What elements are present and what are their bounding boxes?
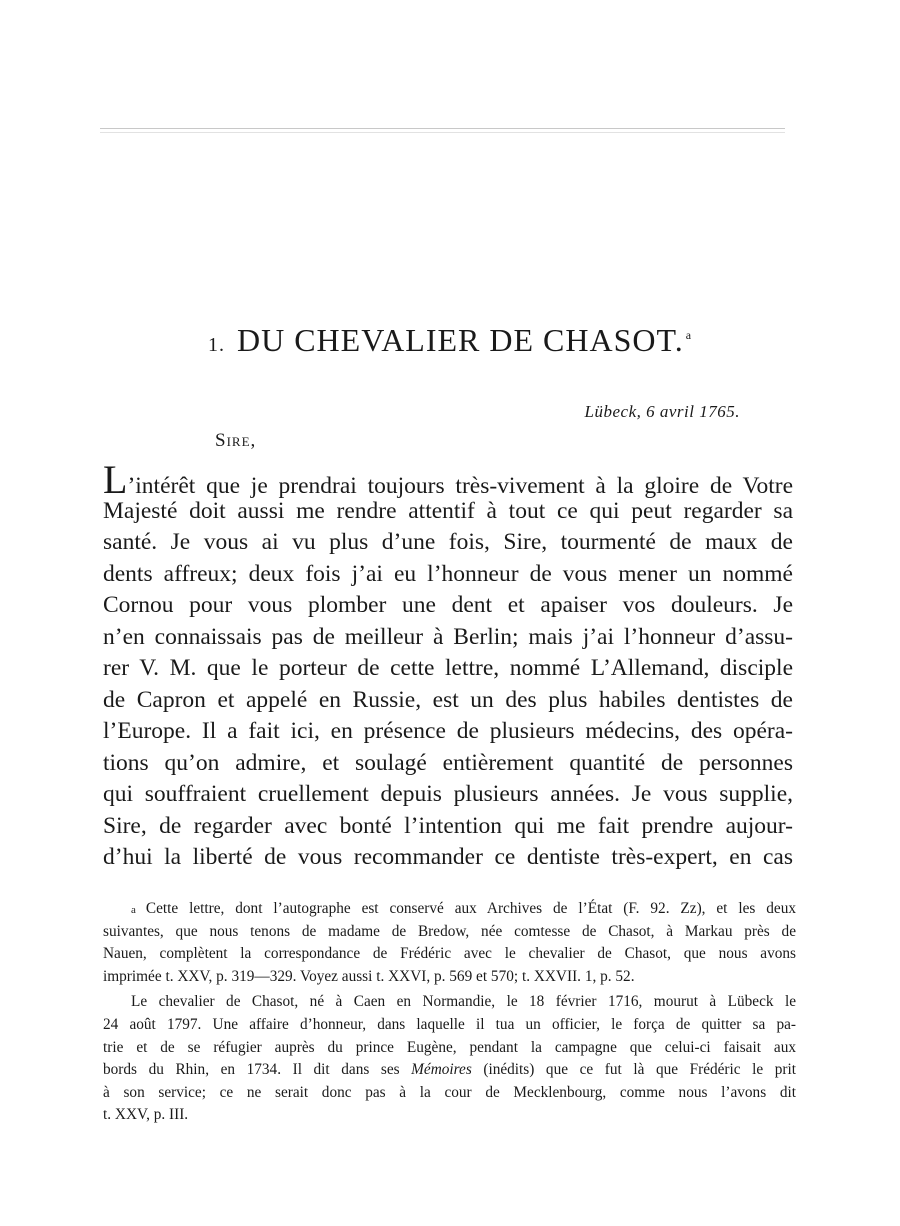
salutation: Sire, [215,430,257,451]
letter-line: santé. Je vous ai vu plus d’une fois, Sire, tourmenté de maux de [103,529,793,555]
letter-line: dents affreux; deux fois j’ai eu l’honneur de vous mener un nommé [103,560,793,587]
footnotes [103,898,796,1127]
footnote-marker: a [131,904,136,916]
letter-line: Majesté doit aussi me rendre attentif à tout ce qui peut regarder sa [103,497,793,524]
dateline: Lübeck, 6 avril 1765. [584,402,740,421]
letter-line: d’hui la liberté de vous recommander ce dentiste très-expert, en cas [103,844,793,870]
letter-line: tions qu’on admire, et soulagé entièrement quantité de personnes [103,749,793,776]
heading-number: 1. [207,334,225,356]
letter-line: qui souffraient cruellement depuis plusieurs années. Je vous supplie, [103,781,793,807]
letter-line: l’Europe. Il a fait ici, en présence de plusieurs médecins, des opéra- [103,718,793,744]
heading-title: DU CHEVALIER DE CHASOT. [236,322,684,358]
footnote-line: Nauen, complètent la correspondance de Frédéric avec le chevalier de Chasot, que nous avons [103,945,796,963]
memoires-title: Mémoires [411,1061,472,1079]
footnote-line: Le chevalier de Chasot, né à Caen en Normandie, le 18 février 1716, mourut à Lübeck le [131,993,796,1011]
letter-line: n’en connaissais pas de meilleur à Berlin; mais j’ai l’honneur d’assu- [103,623,793,650]
footnote-line: suivantes, que nous tenons de madame de Bredow, née comtesse de Chasot, à Markau près de [103,922,796,940]
footnote-line: imprimée t. XXV, p. 319—329. Voyez aussi t. XXVI, p. 569 et 570; t. XXVII. 1, p. 52. [103,967,635,985]
letter-line: Sire, de regarder avec bonté l’intention qui me fait prendre aujour- [103,812,793,839]
footnote-line: trie et de se réfugier auprès du prince Eugène, pendant la campagne que celui-ci faisait aux [103,1038,796,1056]
letter-line: rer V. M. que le porteur de cette lettre, nommé L’Allemand, disciple [103,655,793,681]
top-rule [100,128,785,129]
footnote-line: a Cette lettre, dont l’autographe est conservé aux Archives de l’État (F. 92. Zz), et les deux [131,900,796,917]
footnote-line: à son service; ce ne serait donc pas à la cour de Mecklenbourg, comme nous l’avons dit [103,1083,796,1101]
drop-initial: L [103,457,128,502]
footnote-line: 24 août 1797. Une affaire d’honneur, dans laquelle il tua un officier, le força de quitter sa pa- [103,1015,796,1033]
letter-body [103,457,793,874]
footnote-line: t. XXV, p. III. [103,1106,189,1124]
letter-line: Cornou pour vous plomber une dent et apaiser vos douleurs. Je [103,592,793,618]
top-rule-shadow [100,132,785,133]
letter-line: de Capron et appelé en Russie, est un des plus habiles dentistes de [103,686,793,713]
letter-line: L’intérêt que je prendrai toujours très-vivement à la gloire de Votre [103,457,793,502]
letter-heading [100,322,800,359]
heading-note-marker: a [685,328,693,343]
footnote-line: bords du Rhin, en 1734. Il dit dans ses Mémoires (inédits) que ce fut là que Frédéric le prit [103,1061,797,1079]
